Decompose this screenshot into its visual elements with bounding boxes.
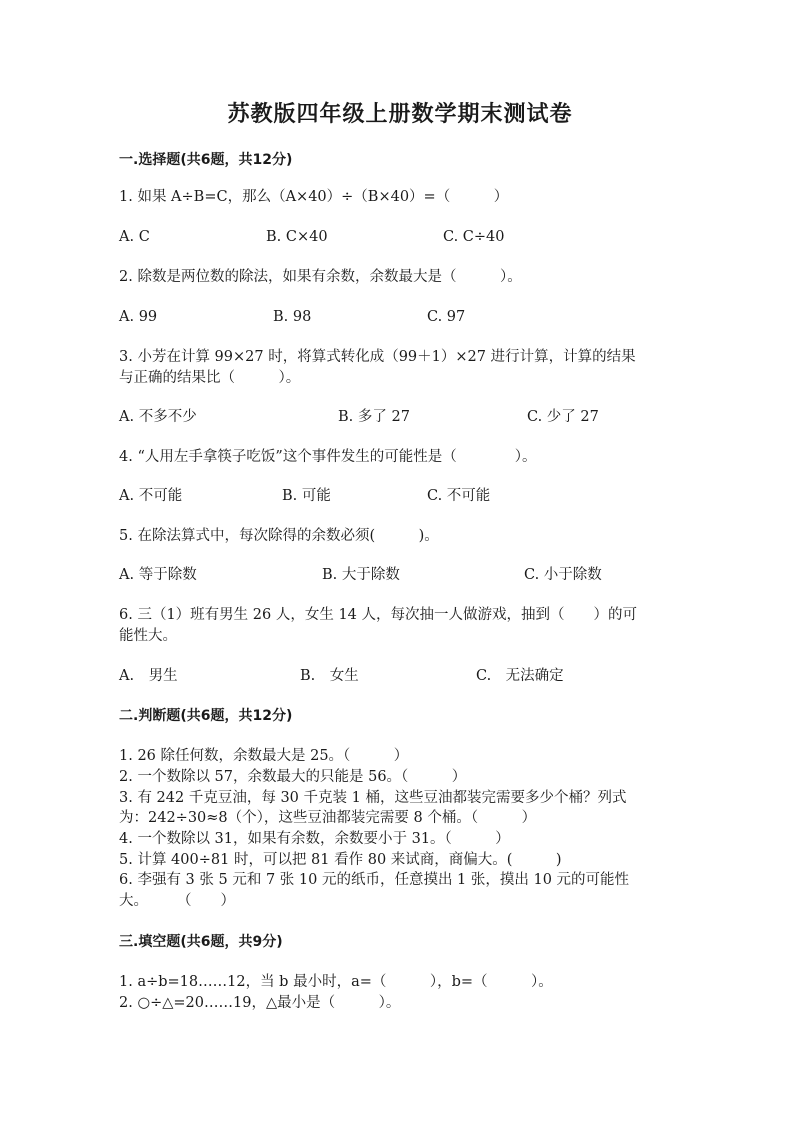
question-4-option-a: A. 不可能 (119, 488, 183, 504)
question-1-stem: 1. 如果 A÷B=C，那么（A×40）÷（B×40）=（ ） (119, 189, 509, 205)
question-4-option-b: B. 可能 (282, 488, 331, 504)
fill-blank-line: 1. a÷b=18……12，当 b 最小时，a=（ ），b=（ ）。 (119, 974, 553, 990)
judgement-line: 6. 李强有 3 张 5 元和 7 张 10 元的纸币，任意摸出 1 张，摸出 10 元的可能性 (119, 872, 630, 888)
question-5-option-a: A. 等于除数 (119, 567, 197, 583)
question-5-option-c: C. 小于除数 (524, 567, 602, 583)
question-6-option-a: A. 男生 (119, 668, 178, 684)
question-3-option-b: B. 多了 27 (338, 409, 410, 425)
judgement-line: 3. 有 242 千克豆油，每 30 千克装 1 桶，这些豆油都装完需要多少个桶？列式 (119, 790, 627, 806)
question-4-stem: 4. “人用左手拿筷子吃饭”这个事件发生的可能性是（ ）。 (119, 449, 537, 465)
question-5-option-b: B. 大于除数 (322, 567, 400, 583)
judgement-line: 1. 26 除任何数，余数最大是 25。（ ） (119, 748, 409, 764)
question-2-option-b: B. 98 (273, 309, 312, 325)
question-6-stem-line2: 能性大。 (119, 628, 177, 644)
judgement-line: 5. 计算 400÷81 时，可以把 81 看作 80 来试商，商偏大。( ) (119, 852, 562, 868)
question-5-stem: 5. 在除法算式中，每次除得的余数必须( )。 (119, 528, 439, 544)
section-heading-judgement: 二.判断题(共6题，共12分) (119, 708, 293, 724)
section-heading-choice: 一.选择题(共6题，共12分) (119, 152, 293, 168)
judgement-line: 为：242÷30≈8（个），这些豆油都装完需要 8 个桶。（ ） (119, 810, 537, 826)
judgement-line: 2. 一个数除以 57，余数最大的只能是 56。（ ） (119, 769, 467, 785)
question-6-option-c: C. 无法确定 (476, 668, 564, 684)
question-2-option-c: C. 97 (427, 309, 466, 325)
fill-blank-line: 2. ○÷△=20……19，△最小是（ ）。 (119, 995, 401, 1011)
question-3-option-c: C. 少了 27 (527, 409, 599, 425)
question-3-stem-line2: 与正确的结果比（ ）。 (119, 370, 301, 386)
judgement-line: 4. 一个数除以 31，如果有余数，余数要小于 31。（ ） (119, 831, 510, 847)
question-1-option-c: C. C÷40 (443, 229, 505, 245)
question-1-option-b: B. C×40 (266, 229, 328, 245)
judgement-line: 大。 （ ） (119, 893, 235, 909)
question-6-stem-line1: 6. 三（1）班有男生 26 人，女生 14 人，每次抽一人做游戏，抽到（ ）的可 (119, 607, 638, 623)
question-3-stem-line1: 3. 小芳在计算 99×27 时，将算式转化成（99＋1）×27 进行计算，计算的结果 (119, 349, 636, 365)
question-6-option-b: B. 女生 (300, 668, 359, 684)
question-2-option-a: A. 99 (119, 309, 158, 325)
question-3-option-a: A. 不多不少 (119, 409, 197, 425)
question-1-option-a: A. C (119, 229, 150, 245)
question-2-stem: 2. 除数是两位数的除法，如果有余数，余数最大是（ ）。 (119, 269, 522, 285)
section-heading-fill-blank: 三.填空题(共6题，共9分) (119, 934, 283, 950)
page-title: 苏教版四年级上册数学期末测试卷 (227, 102, 573, 127)
question-4-option-c: C. 不可能 (427, 488, 491, 504)
